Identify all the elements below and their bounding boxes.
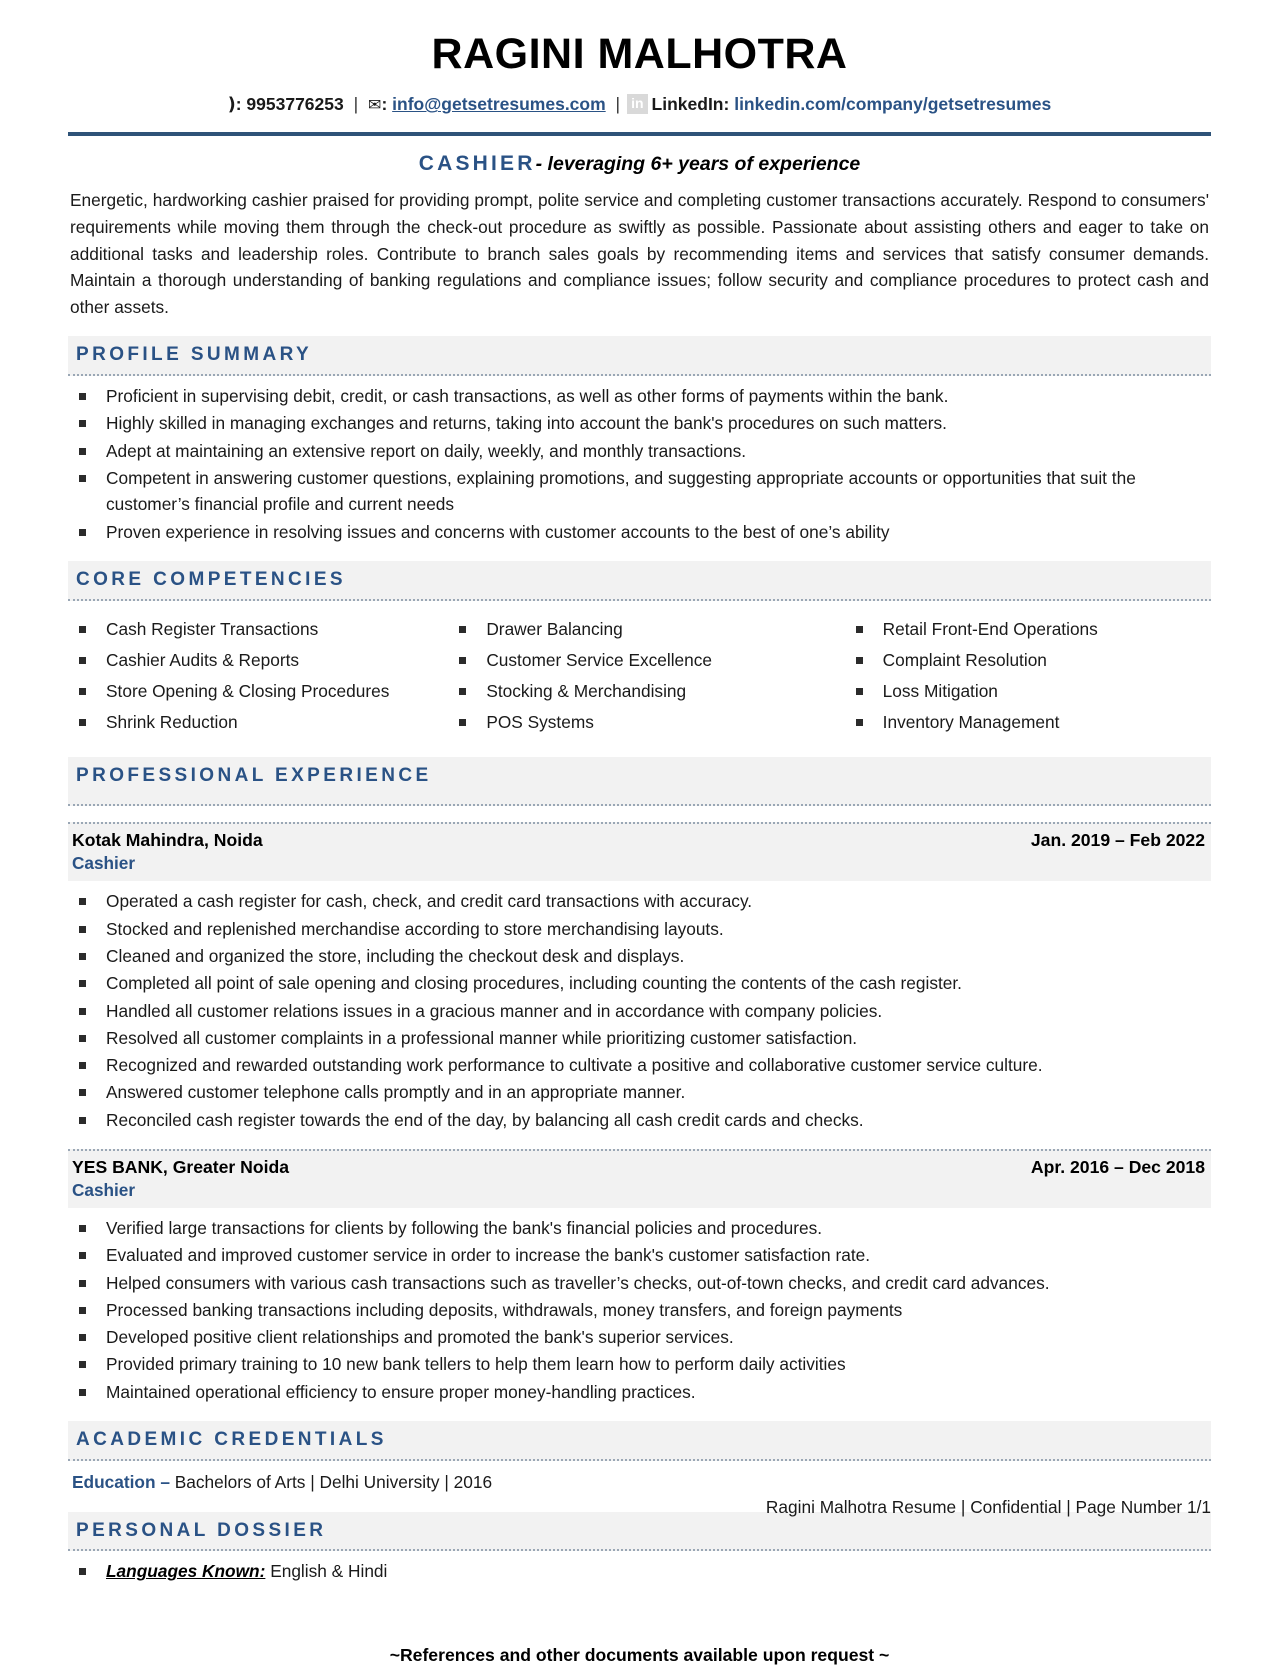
employment-dates: Jan. 2019 – Feb 2022: [1030, 830, 1205, 851]
contact-line: [68, 92, 1211, 118]
section-heading-core-competencies: CORE COMPETENCIES: [68, 561, 1211, 601]
list-item: Cashier Audits & Reports: [68, 647, 434, 673]
core-competencies-grid: [68, 609, 1211, 741]
section-heading-academic-credentials: ACADEMIC CREDENTIALS: [68, 1421, 1211, 1461]
summary-paragraph: Energetic, hardworking cashier praised for providing prompt, polite service and completing customer transactions accurately. Respond to consumers' requirements while moving them through the check-out procedure as swiftly as possible. Passionate about assisting others and eager to take on additional tasks and leadership roles. Contribute to branch sales goals by recommending items and services that satisfy consumer demands. Maintain a thorough understanding of banking regulations and compliance issues; follow security and compliance procedures to protect cash and other assets.: [70, 190, 1209, 317]
employment-dates: Apr. 2016 – Dec 2018: [1030, 1157, 1205, 1178]
list-item: POS Systems: [448, 709, 814, 735]
list-item: Processed banking transactions including deposits, withdrawals, money transfers, and foreign payments: [68, 1297, 1211, 1323]
list-item: Stocking & Merchandising: [448, 678, 814, 704]
competency-column-1: [68, 609, 434, 741]
list-item: Store Opening & Closing Procedures: [68, 678, 434, 704]
linkedin-url[interactable]: linkedin.com/company/getsetresumes: [734, 94, 1052, 115]
target-title: [68, 150, 1211, 177]
list-item: Resolved all customer complaints in a professional manner while prioritizing customer satisfaction.: [68, 1025, 1211, 1051]
list-item: Loss Mitigation: [845, 678, 1211, 704]
experience-header: [68, 822, 1211, 853]
list-item: Verified large transactions for clients by following the bank's financial policies and procedures.: [68, 1215, 1211, 1241]
target-role: CASHIER: [418, 151, 536, 175]
section-heading-personal-dossier: PERSONAL DOSSIER: [68, 1512, 1211, 1552]
list-item: Highly skilled in managing exchanges and returns, taking into account the bank's procedures on such matters.: [68, 410, 1211, 436]
personal-dossier-list: [68, 1558, 1211, 1584]
experience-bullet-list: [68, 888, 1211, 1133]
target-tagline: - leveraging 6+ years of experience: [535, 152, 861, 175]
company-name: Kotak Mahindra, Noida: [72, 830, 263, 851]
competency-list: [448, 616, 814, 736]
job-title: Cashier: [68, 1180, 1211, 1208]
list-item: Stocked and replenished merchandise according to store merchandising layouts.: [68, 916, 1211, 942]
list-item: Handled all customer relations issues in a gracious manner and in accordance with company policies.: [68, 998, 1211, 1024]
candidate-name: RAGINI MALHOTRA: [431, 30, 848, 78]
list-item: Inventory Management: [845, 709, 1211, 735]
list-item: Completed all point of sale opening and closing procedures, including counting the contents of the cash register.: [68, 970, 1211, 996]
education-entry: [68, 1461, 1211, 1496]
references-note: ~References and other documents available upon request ~: [389, 1644, 890, 1665]
list-item: Adept at maintaining an extensive report on daily, weekly, and monthly transactions.: [68, 438, 1211, 464]
phone-number: : 9953776253: [235, 94, 344, 115]
experience-header: [68, 1149, 1211, 1180]
linkedin-icon: in: [627, 94, 647, 114]
list-item: [68, 1558, 1211, 1584]
email-prefix: :: [381, 94, 388, 115]
list-item: Cash Register Transactions: [68, 616, 434, 642]
contact-separator-2: |: [615, 94, 621, 115]
languages-label: Languages Known:: [106, 1561, 266, 1582]
list-item: Proven experience in resolving issues and concerns with customer accounts to the best of one’s ability: [68, 519, 1211, 545]
list-item: Cleaned and organized the store, including the checkout desk and displays.: [68, 943, 1211, 969]
list-item: Developed positive client relationships and promoted the bank's superior services.: [68, 1324, 1211, 1350]
competency-column-2: [434, 609, 814, 741]
list-item: Provided primary training to 10 new bank tellers to help them learn how to perform daily activities: [68, 1351, 1211, 1377]
envelope-icon: ✉: [368, 95, 382, 115]
linkedin-label: LinkedIn:: [651, 94, 730, 115]
list-item: Shrink Reduction: [68, 709, 434, 735]
list-item: Proficient in supervising debit, credit, or cash transactions, as well as other forms of payments within the bank.: [68, 383, 1211, 409]
list-item: Maintained operational efficiency to ensure proper money-handling practices.: [68, 1379, 1211, 1405]
list-item: Helped consumers with various cash transactions such as traveller’s checks, out-of-town checks, and credit card advances.: [68, 1270, 1211, 1296]
list-item: Evaluated and improved customer service in order to increase the bank's customer satisfaction rate.: [68, 1242, 1211, 1268]
competency-list: [68, 616, 434, 736]
phone-icon: ): [227, 95, 236, 116]
list-item: Drawer Balancing: [448, 616, 814, 642]
competency-column-3: [815, 609, 1211, 741]
profile-summary-list: [68, 383, 1211, 545]
experience-entry: [68, 822, 1211, 1133]
competency-list: [845, 616, 1211, 736]
education-label: Education –: [72, 1471, 170, 1492]
page-footer: Ragini Malhotra Resume | Confidential | Page Number 1/1: [765, 1497, 1211, 1517]
experience-entry: [68, 1149, 1211, 1405]
section-heading-professional-experience: PROFESSIONAL EXPERIENCE: [68, 757, 1211, 807]
education-detail: Bachelors of Arts | Delhi University | 2016: [174, 1471, 493, 1492]
header-divider: [68, 132, 1211, 136]
list-item: Answered customer telephone calls promptly and in an appropriate manner.: [68, 1079, 1211, 1105]
job-title: Cashier: [68, 853, 1211, 881]
list-item: Customer Service Excellence: [448, 647, 814, 673]
list-item: Recognized and rewarded outstanding work performance to cultivate a positive and collaborative customer service culture.: [68, 1052, 1211, 1078]
list-item: Complaint Resolution: [845, 647, 1211, 673]
languages-value: English & Hindi: [270, 1561, 388, 1582]
experience-bullet-list: [68, 1215, 1211, 1405]
company-name: YES BANK, Greater Noida: [72, 1157, 290, 1178]
list-item: Retail Front-End Operations: [845, 616, 1211, 642]
section-heading-profile-summary: PROFILE SUMMARY: [68, 336, 1211, 376]
email-link[interactable]: info@getsetresumes.com: [392, 94, 606, 115]
contact-separator-1: |: [353, 94, 359, 115]
list-item: Reconciled cash register towards the end of the day, by balancing all cash credit cards and checks.: [68, 1107, 1211, 1133]
list-item: Operated a cash register for cash, check, and credit card transactions with accuracy.: [68, 888, 1211, 914]
list-item: Competent in answering customer questions, explaining promotions, and suggesting appropriate accounts or opportunities that suit the customer’s financial profile and current needs: [68, 465, 1211, 518]
